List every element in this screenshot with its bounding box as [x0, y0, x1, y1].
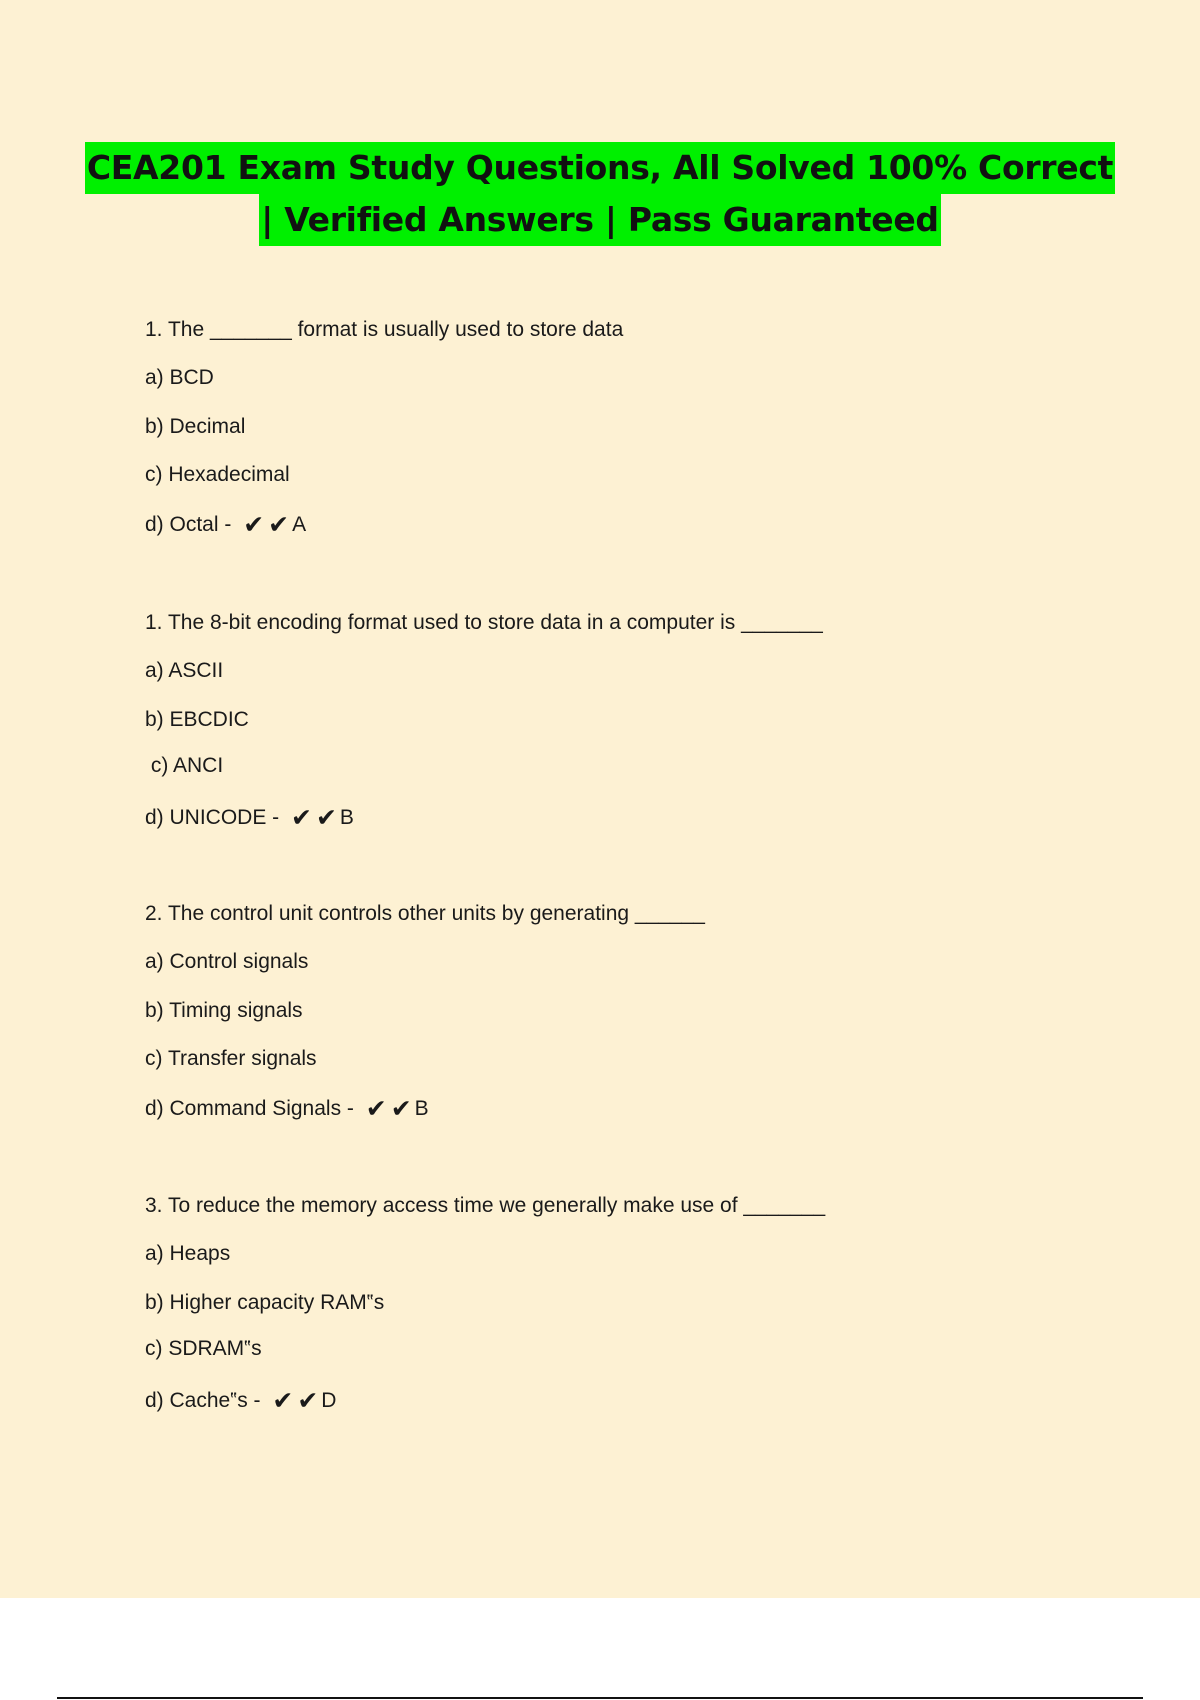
- answer-letter: D: [321, 1389, 337, 1412]
- check-mark-icon: ✔: [315, 803, 337, 832]
- option-d: [145, 805, 354, 831]
- check-mark-icon: ✔: [297, 1386, 319, 1415]
- answer-letter: B: [414, 1097, 429, 1120]
- title-line-1: CEA201 Exam Study Questions, All Solved 100% Correct: [85, 142, 1115, 194]
- option-d: [145, 512, 306, 538]
- question-stem: 1. The _______ format is usually used to store data: [145, 318, 624, 341]
- option-c: c) Transfer signals: [145, 1047, 317, 1070]
- question-stem: 2. The control unit controls other units by generating ______: [145, 902, 705, 925]
- option-d-label: d) Octal -: [145, 513, 238, 536]
- option-c: c) SDRAM‟s: [145, 1337, 262, 1360]
- answer-letter: A: [292, 513, 307, 536]
- option-b: b) Higher capacity RAM‟s: [145, 1291, 385, 1314]
- check-mark-icon: ✔: [243, 510, 265, 539]
- option-d: [145, 1096, 429, 1122]
- option-a: a) BCD: [145, 366, 214, 389]
- option-c: c) ANCI: [145, 754, 224, 777]
- option-a: a) ASCII: [145, 659, 224, 682]
- check-mark-icon: ✔: [365, 1094, 387, 1123]
- option-a: a) Heaps: [145, 1242, 231, 1265]
- answer-letter: B: [339, 806, 354, 829]
- check-mark-icon: ✔: [272, 1386, 294, 1415]
- check-mark-icon: ✔: [390, 1094, 412, 1123]
- option-d-label: d) UNICODE -: [145, 806, 286, 829]
- check-mark-icon: ✔: [268, 510, 290, 539]
- option-d-label: d) Command Signals -: [145, 1097, 360, 1120]
- option-c: c) Hexadecimal: [145, 463, 290, 486]
- question-stem: 1. The 8-bit encoding format used to store data in a computer is _______: [145, 611, 823, 634]
- option-b: b) Decimal: [145, 415, 246, 438]
- check-mark-icon: ✔: [291, 803, 312, 832]
- option-a: a) Control signals: [145, 950, 309, 973]
- option-d-label: d) Cache‟s -: [145, 1389, 267, 1412]
- option-d: [145, 1388, 336, 1414]
- document-title: [0, 142, 1200, 246]
- question-stem: 3. To reduce the memory access time we generally make use of _______: [145, 1194, 826, 1217]
- footer-divider: [57, 1697, 1143, 1699]
- option-b: b) EBCDIC: [145, 708, 249, 731]
- title-line-2: | Verified Answers | Pass Guaranteed: [259, 194, 940, 246]
- option-b: b) Timing signals: [145, 999, 303, 1022]
